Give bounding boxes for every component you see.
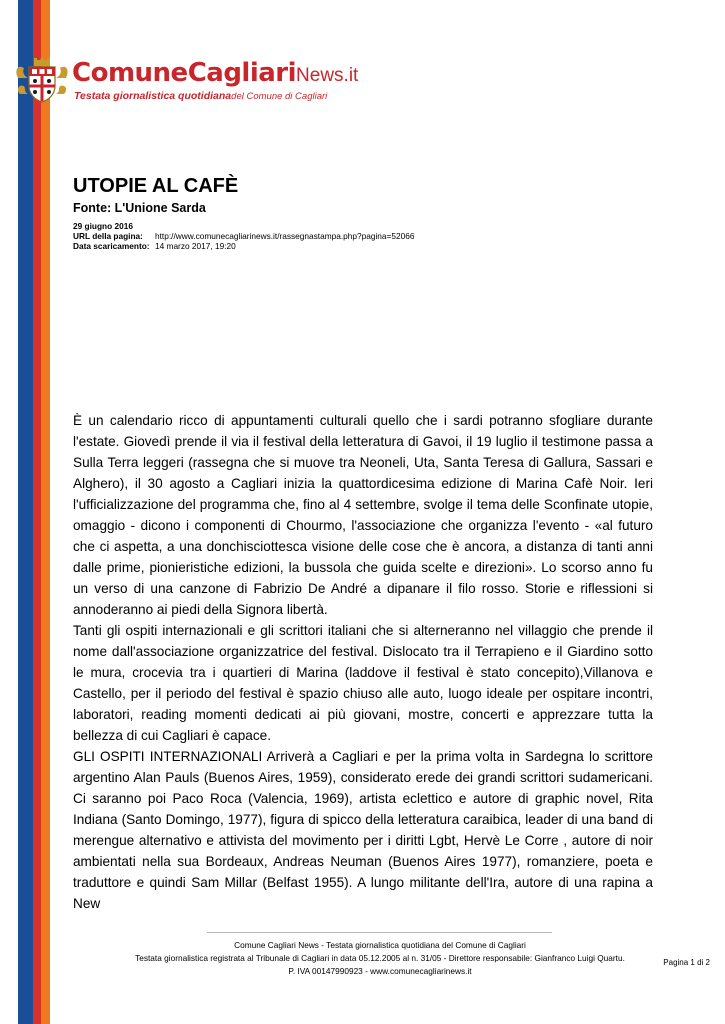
brand-logo-text	[72, 58, 358, 88]
tagline-bold: Testata giornalistica quotidiana	[74, 90, 232, 102]
footer-line-2: Testata giornalistica registrata al Tribunale di Cagliari in data 05.12.2005 al n. 31/05 - Direttore responsabile: Gianfranco Luigi Quartu.	[135, 953, 625, 963]
article-paragraph: Tanti gli ospiti internazionali e gli scrittori italiani che si alterneranno nel villaggio che prende il nome dall'associazione organizzatrice del festival. Dislocato tra il Terrapieno e il Giardino sotto le mura, crocevia tra i quartieri di Marina (laddove il festival è stato concepito),Villanova e Castello, per il periodo del festival è spazio chiuso alle auto, luogo ideale per ospitare incontri, laboratori, reading momenti dedicati ai più giovani, mostre, concerti e apprezzare tutta la bellezza di cui Cagliari è capace.	[73, 623, 653, 743]
download-label: Data scaricamento:	[73, 241, 150, 251]
footer-line-3: P. IVA 00147990923 - www.comunecagliarinews.it	[288, 966, 472, 976]
side-stripe-blue	[18, 0, 33, 1024]
cagliari-crest-icon	[12, 56, 72, 104]
footer-line-1: Comune Cagliari News - Testata giornalistica quotidiana del Comune di Cagliari	[234, 940, 526, 950]
brand-tagline	[74, 90, 327, 102]
article-paragraph: GLI OSPITI INTERNAZIONALI Arriverà a Cagliari e per la prima volta in Sardegna lo scrittore argentino Alan Pauls (Buenos Aires, 1959), considerato erede dei grandi scrittori sudamericani. Ci saranno poi Paco Roca (Valencia, 1969), artista eclettico e autore di graphic novel, Rita Indiana (Santo Domingo, 1977), figura di spicco della letteratura caraibica, leader di una band di merengue alternativo e attivista del movimento per i diritti Lgbt, Hervè Le Corre , autore di noir ambientati nella sua Bordeaux, Andreas Neuman (Buenos Aires 1977), romanziere, poeta e traduttore e quindi Sam Millar (Belfast 1955). A lungo militante dell'Ira, autore di una rapina a New	[73, 749, 653, 911]
url-value: http://www.comunecagliarinews.it/rassegnastampa.php?pagina=52066	[155, 231, 415, 241]
footer-divider	[207, 932, 552, 933]
article-source: Fonte: L'Unione Sarda	[73, 201, 206, 215]
download-value: 14 marzo 2017, 19:20	[155, 241, 236, 251]
page-footer	[100, 939, 660, 978]
side-stripe-red	[33, 0, 41, 1024]
tagline-rest: del Comune di Cagliari	[231, 91, 328, 102]
article-meta	[73, 221, 414, 251]
page-number: Pagina 1 di 2	[663, 958, 710, 967]
brand-suffix: News.it	[296, 65, 359, 86]
article-paragraph: È un calendario ricco di appuntamenti culturali quello che i sardi potranno sfogliare durante l'estate. Giovedì prende il via il festival della letteratura di Gavoi, il 19 luglio il testimone passa a Sulla Terra leggeri (rassegna che si muove tra Neoneli, Uta, Santa Teresa di Gallura, Sassari e Alghero), il 30 agosto a Cagliari inizia la quattordicesima edizione di Marina Cafè Noir. Ieri l'ufficializzazione del programma che, fino al 4 settembre, svolge il tema delle Sconfinate utopie, omaggio - dicono i componenti di Chourmo, l'associazione che organizza l'evento - «al futuro che ci aspetta, a una donchisciottesca visione delle cose che è ancora, a distanza di tanti anni dalle prime, pionieristiche edizioni, la bussola che guida scelte e direzioni». Lo scorso anno fu un verso di una canzone di Fabrizio De André a dipanare il filo rosso. Storie e riflessioni si annoderanno ai piedi della Signora libertà.	[73, 413, 653, 617]
article-title: UTOPIE AL CAFÈ	[73, 175, 239, 197]
side-stripe-orange	[41, 0, 50, 1024]
brand-name: ComuneCagliari	[72, 58, 297, 88]
url-label: URL della pagina:	[73, 231, 143, 241]
site-header	[12, 56, 359, 108]
article-body	[73, 410, 653, 914]
article-date: 29 giugno 2016	[73, 221, 133, 231]
